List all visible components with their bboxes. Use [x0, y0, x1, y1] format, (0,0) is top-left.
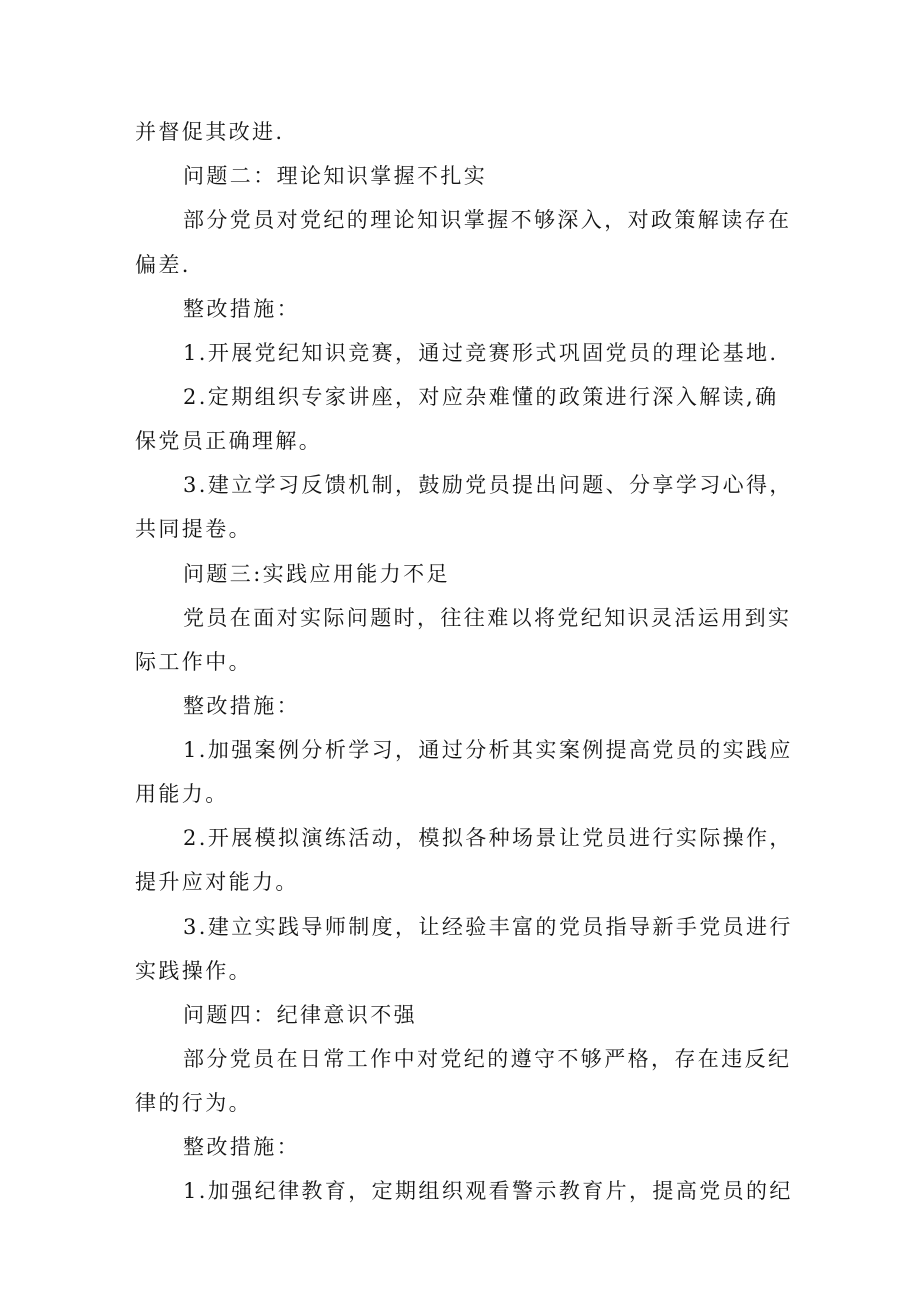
paragraph-line: 偏差. [135, 253, 191, 277]
subheading-measures: 整改措施： [183, 297, 300, 321]
list-item-continuation: 用能力。 [135, 782, 229, 806]
subheading-measures: 整改措施： [183, 694, 300, 718]
section-heading-problem-2: 问题二：理论知识掌握不扎实 [183, 164, 488, 188]
list-item-continuation: 提升应对能力。 [135, 870, 299, 894]
list-item: 1.加强案例分析学习，通过分析其实案例提高党员的实践应 [183, 738, 793, 762]
list-item-continuation: 保党员正确理解。 [135, 429, 323, 453]
paragraph-line: 党员在面对实际问题时，往往难以将党纪知识灵活运用到实 [183, 606, 792, 630]
paragraph-continuation: 并督促其改进. [135, 120, 285, 144]
list-item: 2.定期组织专家讲座，对应杂难懂的政策进行深入解读,确 [183, 385, 779, 409]
list-item: 1.加强纪律教育，定期组织观看警示教育片，提高党员的纪 [183, 1179, 793, 1203]
subheading-measures: 整改措施： [183, 1135, 300, 1159]
section-heading-problem-4: 问题四：纪律意识不强 [183, 1003, 417, 1027]
list-item-continuation: 实践操作。 [135, 959, 252, 983]
list-item: 3.建立学习反馈机制，鼓励党员提出问题、分享学习心得， [183, 473, 793, 497]
list-item: 1.开展党纪知识竞赛，通过竞赛形式巩固党员的理论基地. [183, 341, 779, 365]
list-item: 3.建立实践导师制度，让经验丰富的党员指导新手党员进行 [183, 915, 793, 939]
paragraph-line: 部分党员在日常工作中对党纪的遵守不够严格，存在违反纪 [183, 1047, 792, 1071]
section-heading-problem-3: 问题三:实践应用能力不足 [183, 562, 450, 586]
list-item: 2.开展模拟演练活动，模拟各种场景让党员进行实际操作， [183, 826, 793, 850]
paragraph-line: 律的行为。 [135, 1091, 252, 1115]
paragraph-line: 部分党员对党纪的理论知识掌握不够深入，对政策解读存在 [183, 208, 792, 232]
paragraph-line: 际工作中。 [135, 650, 252, 674]
list-item-continuation: 共同提卷。 [135, 517, 252, 541]
